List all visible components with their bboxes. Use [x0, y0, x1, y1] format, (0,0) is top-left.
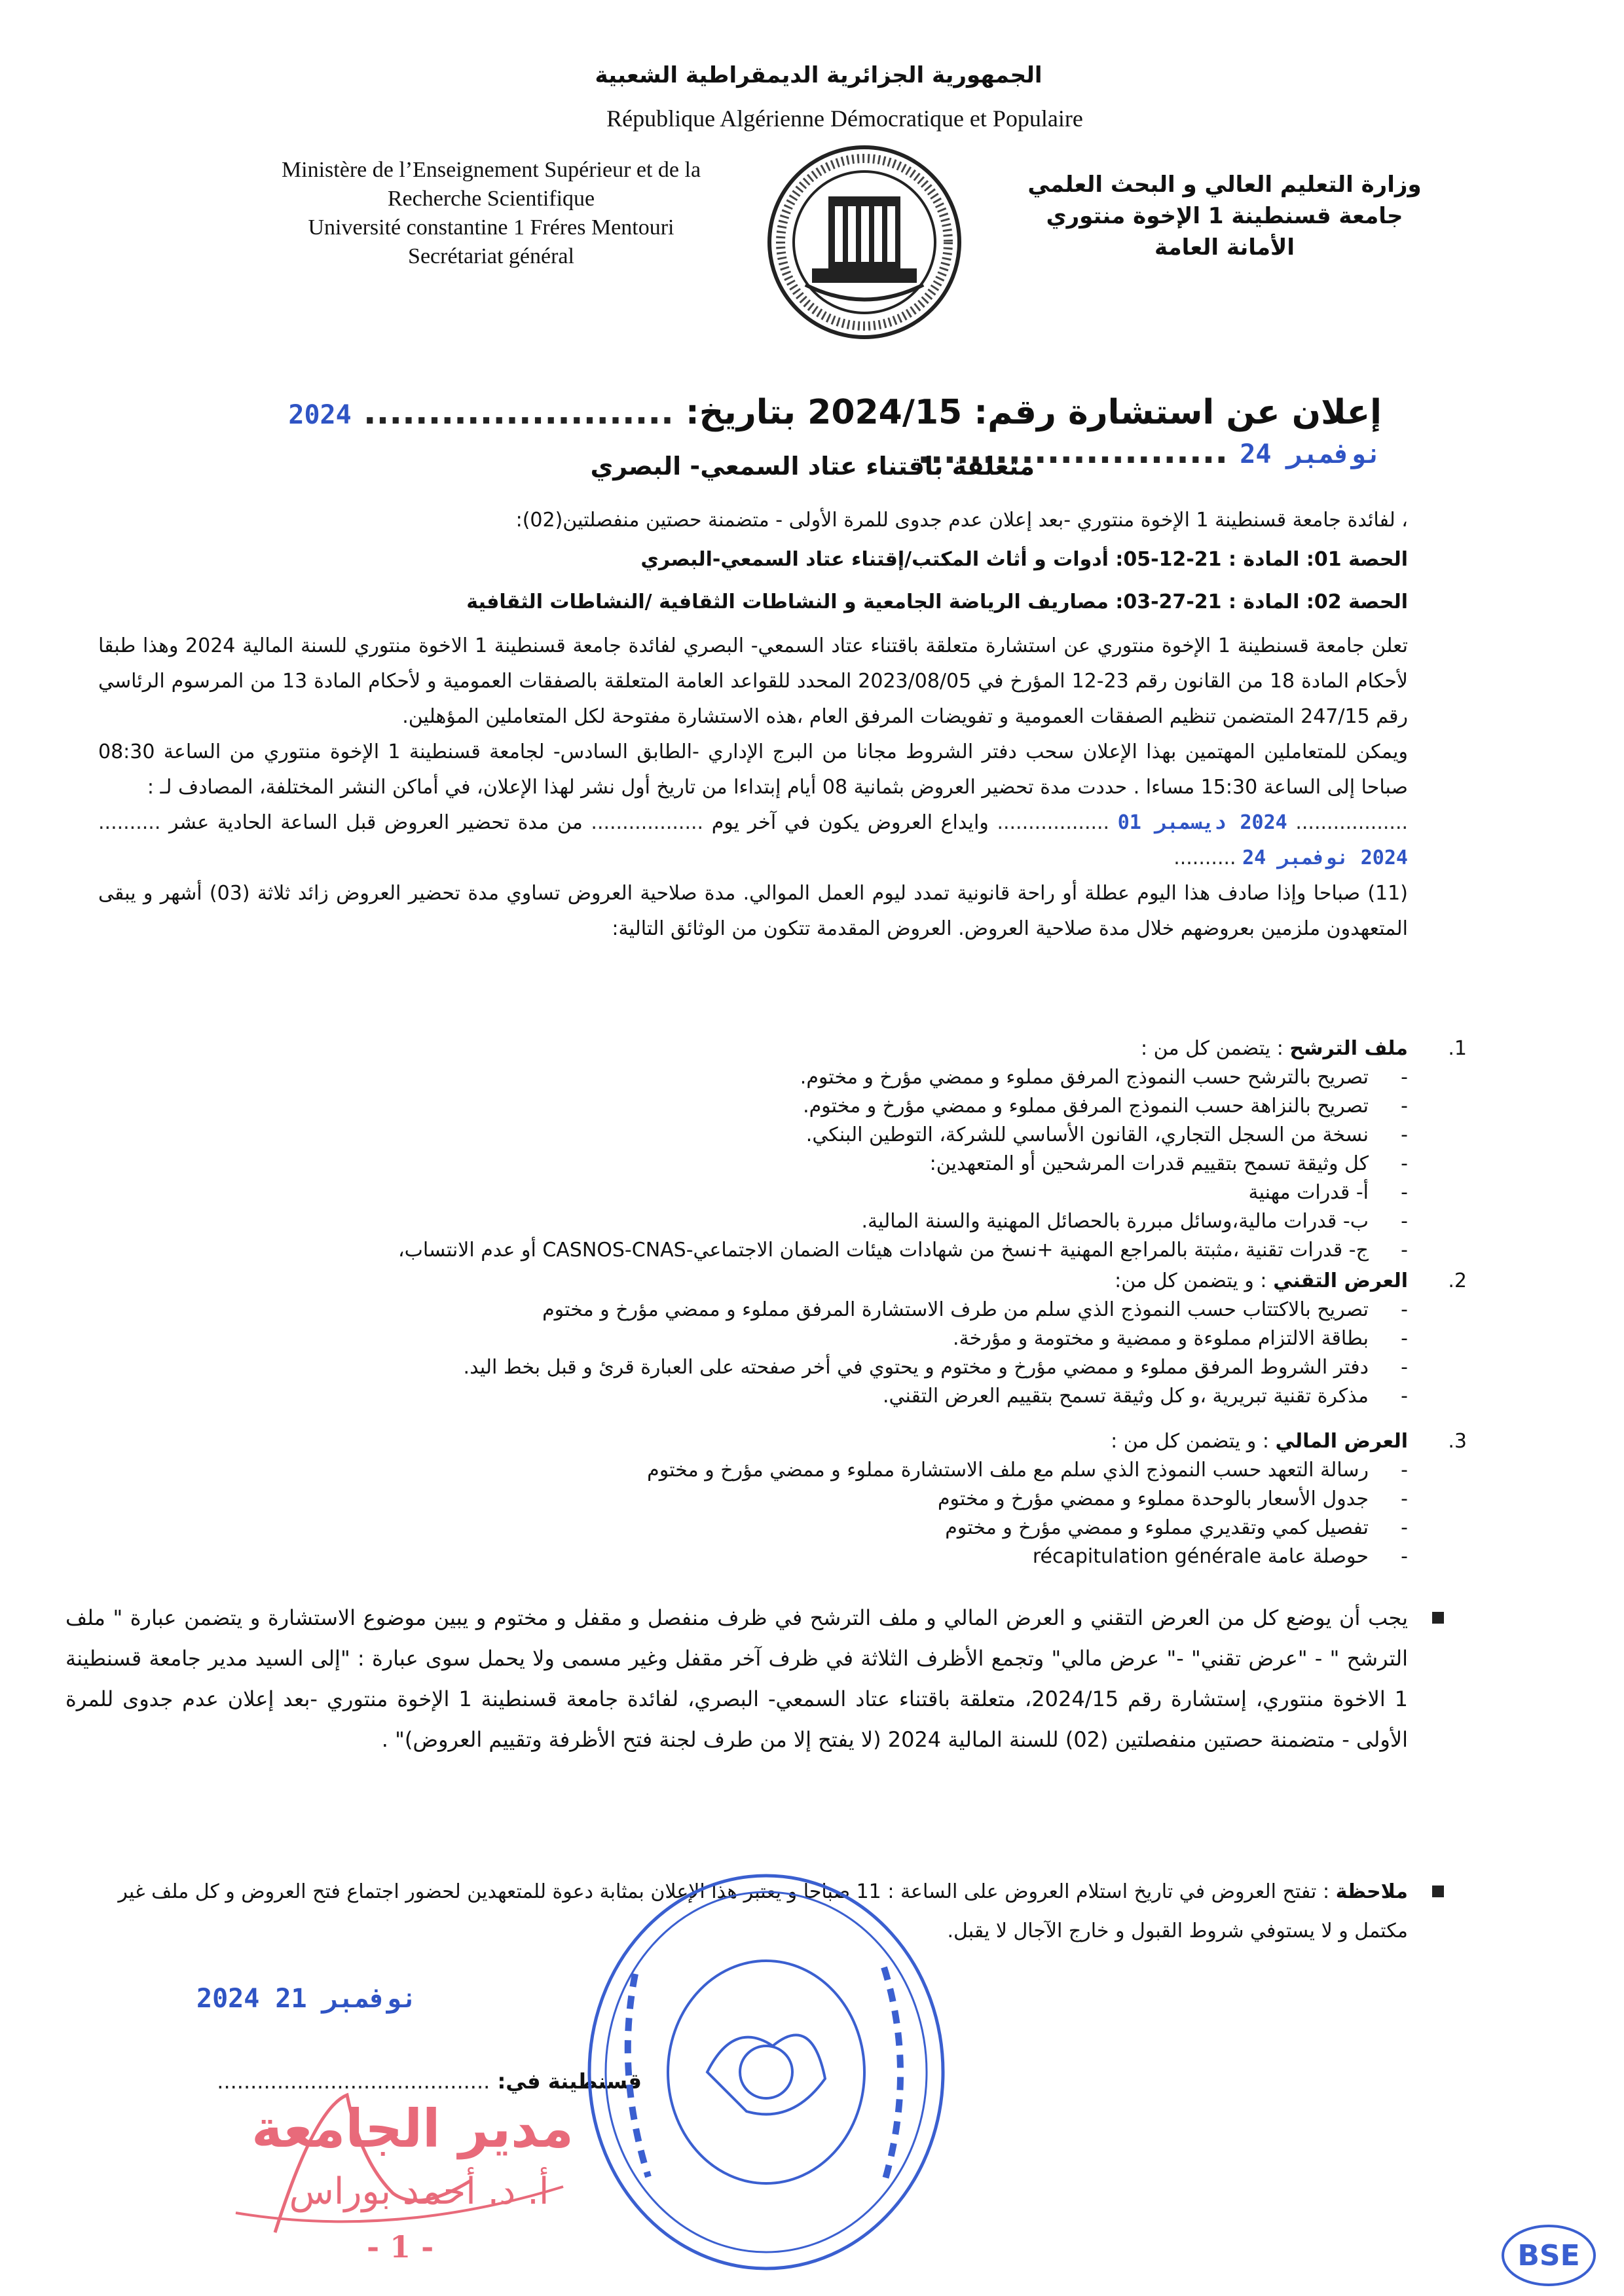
lot-2: الحصة 02: المادة : 21-27-03: مصاريف الرياضة الجامعية و النشاطات الثقافية /النشاطات الثقافية [466, 591, 1408, 613]
section-1-tail: : يتضمن كل من : [1141, 1037, 1283, 1060]
university-fr: Université constantine 1 Fréres Mentouri [308, 215, 674, 240]
deposit-dots-3: .................. [591, 811, 704, 834]
section-financial-offer [65, 1427, 1467, 1571]
announcement-subtitle: متعلقة باقتناء عتاد السمعي- البصري [590, 452, 1035, 481]
deposit-dots-5: .......... [1173, 847, 1236, 869]
list-item: - رسالة التعهد حسب النموذج الذي سلم مع ملف الاستشارة مملوء و ممضي مؤرخ و مختوم [65, 1456, 1369, 1485]
republic-ar: الجمهورية الجزائرية الديمقراطية الشعبية [595, 62, 1043, 88]
section-3-number: 3. [1448, 1430, 1467, 1453]
body-para-1: تعلن جامعة قسنطينة 1 الإخوة منتوري عن استشارة متعلقة باقتناء عتاد السمعي- البصري لفائدة جامعة قسنطينة 1 الاخوة منتوري للسنة المالية 2024 وهذا طبقا لأحكام المادة 18 من القانون رقم 23-12 المؤرخ في 2023/08/05 المحدد للقواعد العامة المتعلقة بالصفقات العمومية و لأحكام المادة 13 من المرسوم الرئاسي رقم 247/15 المتضمن تنظيم الصفقات العمومية و تفويضات المرفق العام ،هذه الاستشارة مفتوحة لكل المتعاملين المؤهلين. [98, 634, 1409, 728]
corner-mark-text: BSE [1517, 2239, 1580, 2272]
section-2-list [65, 1296, 1408, 1411]
section-2-number: 2. [1448, 1269, 1467, 1292]
section-2-head: العرض التقني [1273, 1269, 1408, 1292]
deposit-dots-2: .................. [997, 811, 1110, 834]
title-text: إعلان عن استشارة رقم: 2024/15 بتاريخ: [686, 393, 1382, 432]
section-1-number: 1. [1448, 1037, 1467, 1060]
square-bullet-icon [1432, 1612, 1444, 1624]
section-3-tail: : و يتضمن كل من : [1111, 1430, 1269, 1453]
ministry-fr-line1: Ministère de l’Enseignement Supérieur et de la [281, 158, 701, 182]
city-dots: ......................................... [217, 2069, 490, 2094]
note-1: يجب أن يوضع كل من العرض التقني و العرض المالي و ملف الترشح في ظرف منفصل و مقفل و مختوم و يبين موضوع الاستشارة و يتضمن عبارة " ملف الترشح " - "عرض تقني" -" عرض مالي" وتجمع الأظرف الثلاثة في ظرف آخر مقفل وغير مسمى ولا يحمل سوى عبارة : "إلى السيد مدير جامعة قسنطينة 1 الاخوة منتوري، إستشارة رقم 2024/15، متعلقة باقتناء عتاد السمعي- البصري، لفائدة جامعة قسنطينة 1 الإخوة منتوري -بعد إعلان عدم جدوى للمرة الأولى - متضمنة حصتين منفصلتين (02) للسنة المالية 2024 (لا يفتح إلا من طرف لجنة فتح الأظرفة وتقييم العروض)" . [65, 1605, 1409, 1752]
date-stamp-nov: 2024 نوفمبر 24 [1242, 847, 1408, 869]
period-text: من مدة تحضير العروض قبل الساعة الحادية عشر [169, 811, 583, 834]
republic-fr: République Algérienne Démocratique et Populaire [606, 105, 1083, 132]
list-item: - ب- قدرات مالية،وسائل مبررة بالحصائل المهنية والسنة المالية. [65, 1207, 1369, 1236]
city-date-stamp: 2024 نوفمبر 21 [196, 1984, 418, 2014]
city-label: قسنطينة في: [497, 2069, 642, 2094]
list-item: - كل وثيقة تسمح بتقييم قدرات المرشحين أو المتعهدين: [65, 1150, 1369, 1178]
body-para-2: ويمكن للمتعاملين المهتمين بهذا الإعلان سحب دفتر الشروط مجانا من البرج الإداري -الطابق السادس- لجامعة قسنطينة 1 الإخوة منتوري من الساعة 08:30 صباحا إلى الساعة 15:30 مساءا . حددت مدة تحضير العروض بثمانية 08 أيام إبتداءا من تاريخ أول نشر لهذا الإعلان، في أماكن النشر المختلفة، المصادف لـ : [98, 740, 1408, 799]
note-2-text: : تفتح العروض في تاريخ استلام العروض على الساعة : 11 صباحا و يعتبر هذا الإعلان بمثابة دعوة للمتعهدين لحضور اجتماع فتح العروض و كل ملف غير مكتمل و لا يستوفي شروط القبول و خارج الآجال لا يقبل. [118, 1880, 1408, 1942]
signature-name: أ. د. أحمد بوراس [289, 2170, 549, 2213]
section-2-tail: : و يتضمن كل من: [1115, 1269, 1267, 1292]
body-para-3: (11) صباحا وإذا صادف هذا اليوم عطلة أو راحة قانونية تمدد ليوم العمل الموالي. مدة صلاحية العروض تساوي مدة تحضير العروض زائد ثلاثة (03) أشهر و يبقى المتعهدون ملزمين بعروضهم خلال مدة صلاحية العروض. العروض المقدمة تتكون من الوثائق التالية: [98, 882, 1408, 940]
deposit-dots: .................. [1295, 811, 1409, 834]
list-item: - تصريح بالترشح حسب النموذج المرفق مملوء و ممضي مؤرخ و مختوم. [65, 1063, 1369, 1092]
list-item: - بطاقة الالتزام مملوءة و ممضية و مختومة و مؤرخة. [65, 1324, 1369, 1353]
title-date-stamp: 2024 نوفمبر 24 [288, 400, 1382, 469]
ministry-fr-block [242, 156, 740, 271]
deposit-dots-4: .......... [98, 811, 161, 834]
section-3-head: العرض المالي [1275, 1430, 1408, 1453]
square-bullet-icon [1432, 1886, 1444, 1897]
section-1-head: ملف الترشح [1289, 1037, 1408, 1060]
note-2-label: ملاحظة [1335, 1880, 1408, 1903]
deposit-text: وايداع العروض يكون في آخر يوم [711, 811, 989, 834]
lot-1: الحصة 01: المادة : 21-12-05: أدوات و أثاث المكتب/إقتناء عتاد السمعي-البصري [640, 548, 1408, 571]
list-item: - ج- قدرات تقنية ،مثبتة بالمراجع المهنية +نسخ من شهادات هيئات الضمان الاجتماعي-CASNOS-CNAS أو عدم الانتساب، [65, 1236, 1369, 1265]
list-item: - دفتر الشروط المرفق مملوء و ممضي مؤرخ و مختوم و يحتوي في أخر صفحته على العبارة قرئ و قبل بخط اليد. [65, 1353, 1369, 1382]
lots-intro: ، لفائدة جامعة قسنطينة 1 الإخوة منتوري -بعد إعلان عدم جدوى للمرة الأولى - متضمنة حصتين منفصلتين(02): [515, 509, 1408, 532]
deposit-line [98, 805, 1408, 876]
ministry-fr-line2: Recherche Scientifique [387, 187, 595, 211]
list-item: - جدول الأسعار بالوحدة مملوء و ممضي مؤرخ و مختوم [65, 1485, 1369, 1514]
list-item: - تصريح بالاكتتاب حسب النموذج الذي سلم من طرف الاستشارة المرفق مملوء و ممضي مؤرخ و مختوم [65, 1296, 1369, 1324]
list-item: - تصريح بالنزاهة حسب النموذج المرفق مملوء و ممضي مؤرخ و مختوم. [65, 1092, 1369, 1121]
secretariat-ar: الأمانة العامة [1154, 234, 1295, 261]
bse-mark-icon [1500, 2223, 1598, 2288]
list-item: - أ- قدرات مهنية [65, 1178, 1369, 1207]
body-paragraph [98, 629, 1408, 947]
date-stamp-dec: 2024 ديسمبر 01 [1117, 811, 1287, 834]
list-item: - تفصيل كمي وتقديري مملوء و ممضي مؤرخ و مختوم [65, 1514, 1369, 1542]
university-ar: جامعة قسنطينة 1 الإخوة منتوري [1046, 203, 1403, 229]
ministry-ar: وزارة التعليم العالي و البحث العلمي [1027, 172, 1422, 198]
envelope-instructions [65, 1597, 1408, 1760]
official-seal-icon [576, 1863, 956, 2282]
section-1-list [65, 1063, 1408, 1265]
list-item: - حوصلة عامة récapitulation générale [65, 1542, 1369, 1571]
ministry-ar-block [1022, 169, 1428, 263]
university-logo-icon [766, 144, 963, 340]
secretariat-fr: Secrétariat général [408, 244, 574, 268]
title-dots-2: ........................ [917, 432, 1228, 471]
list-item: - مذكرة تقنية تبريرية ،و كل وثيقة تسمح بتقييم العرض التقني. [65, 1382, 1369, 1411]
page-number: - 1 - [367, 2229, 434, 2265]
section-candidature [65, 1034, 1467, 1265]
list-item: - نسخة من السجل التجاري، القانون الأساسي للشركة، التوطين البنكي. [65, 1121, 1369, 1150]
section-3-list [65, 1456, 1408, 1571]
title-dots: ........................ [363, 393, 674, 432]
section-technical-offer [65, 1267, 1467, 1411]
signature-title: مدير الجامعة [251, 2098, 574, 2159]
